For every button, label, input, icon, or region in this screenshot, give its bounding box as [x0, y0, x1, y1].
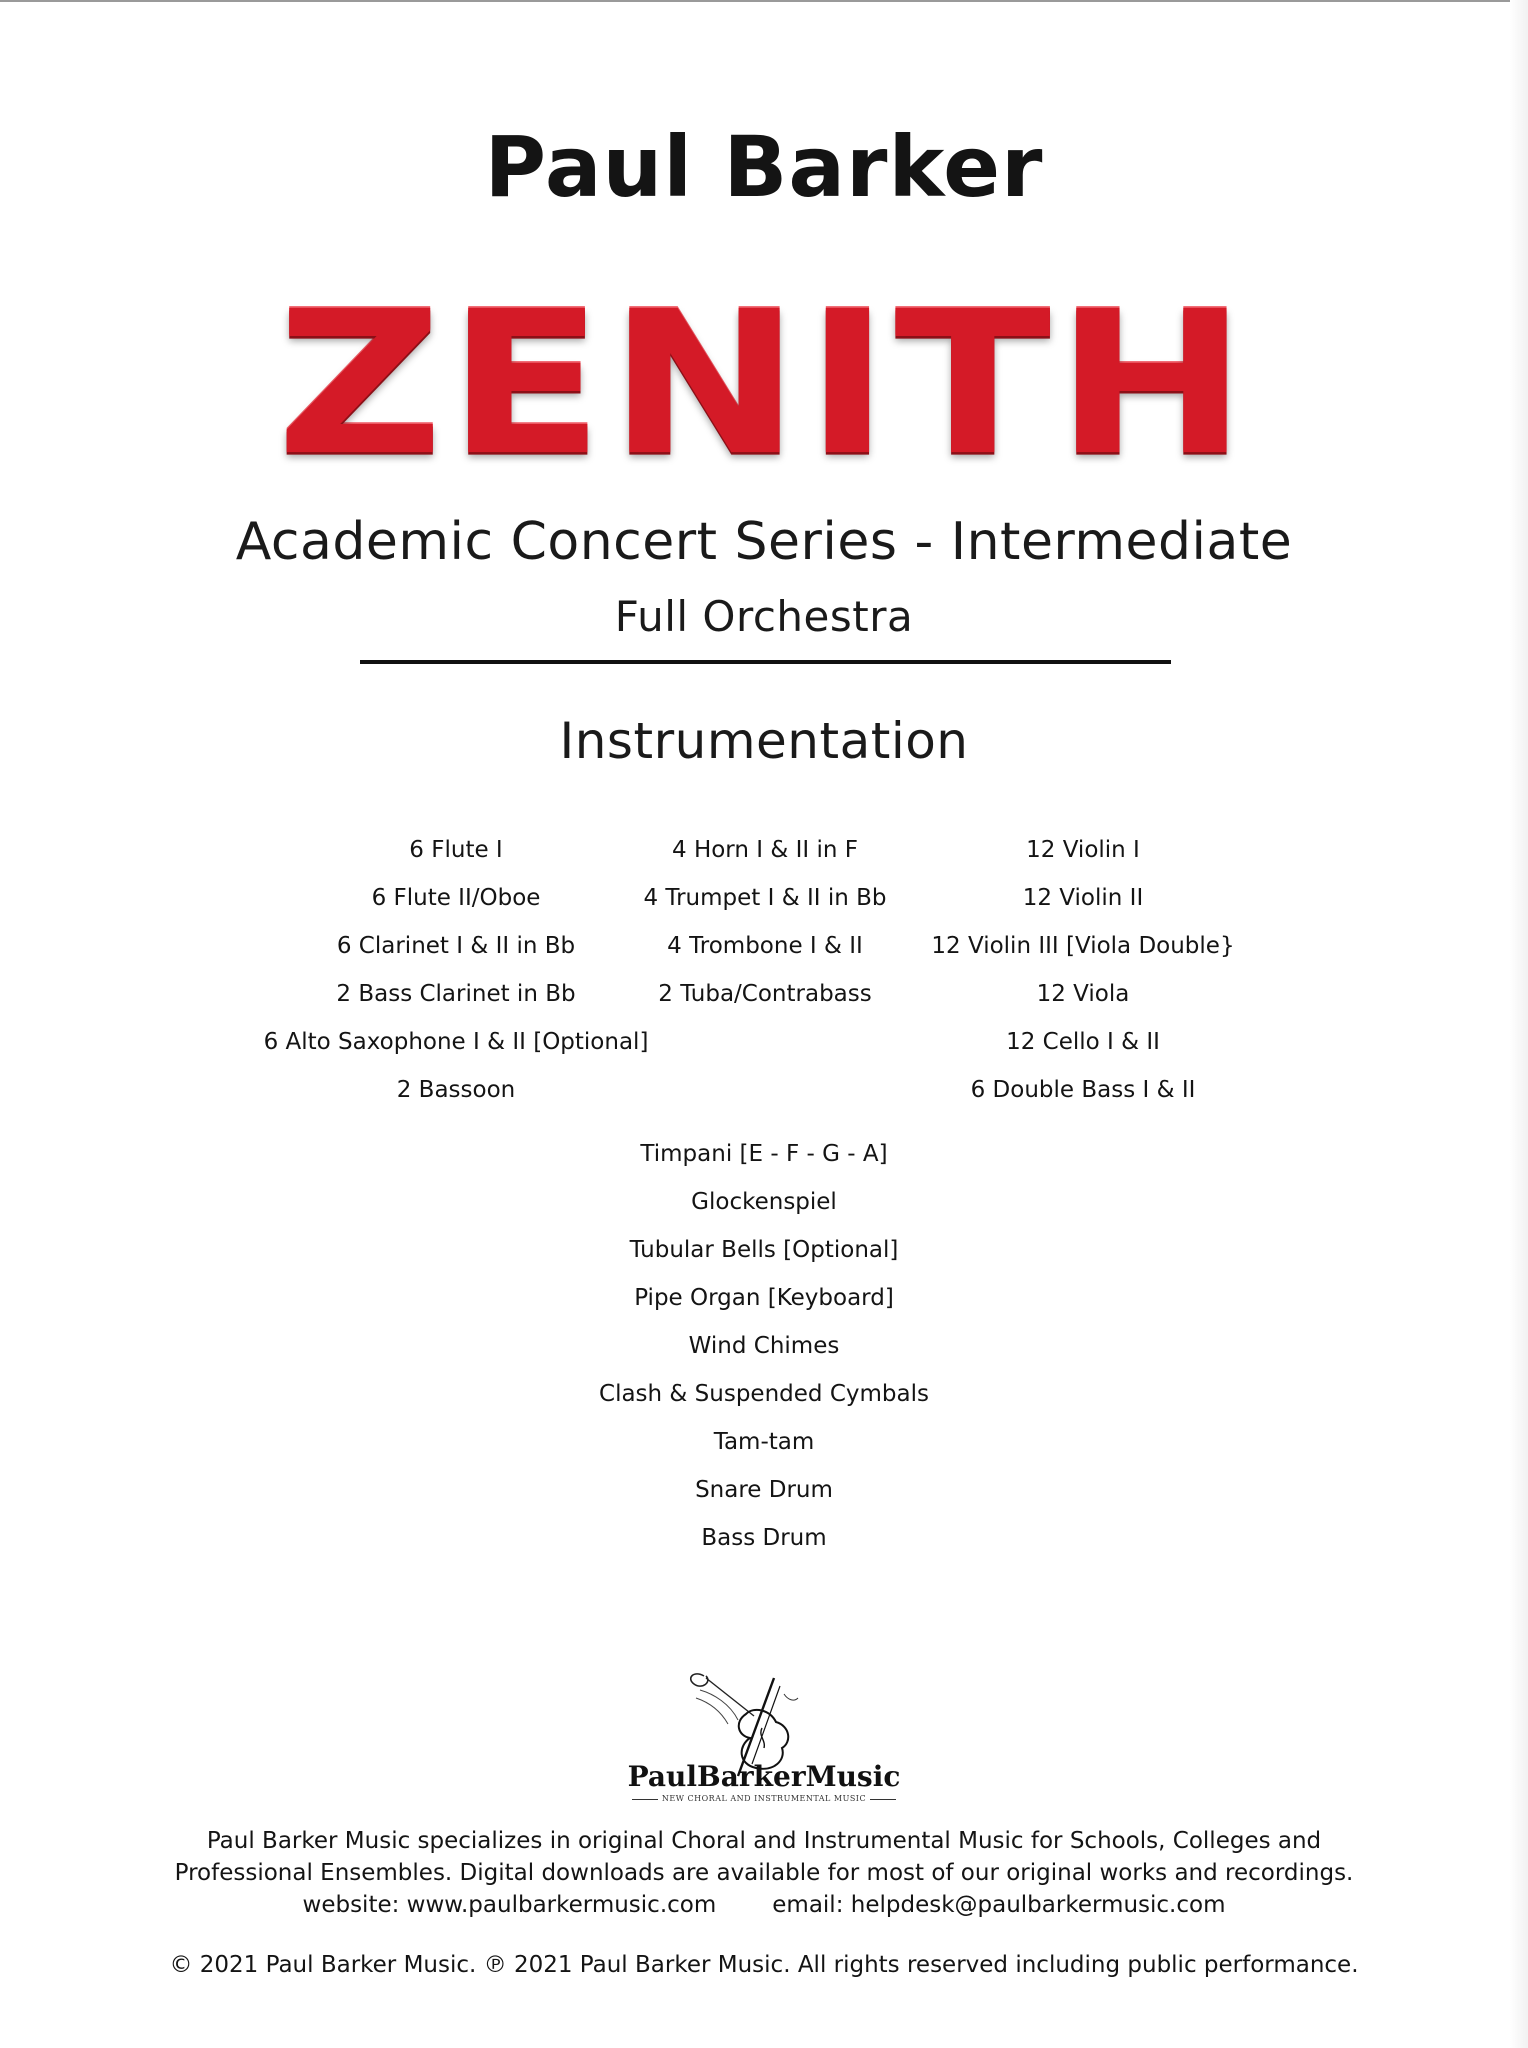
- instrument-item: Glockenspiel: [691, 1189, 837, 1215]
- composer-name: Paul Barker: [484, 118, 1044, 216]
- top-border: [0, 0, 1528, 2]
- footer-website: website: www.paulbarkermusic.com: [302, 1892, 717, 1918]
- instrument-item: 12 Violin III [Viola Double}: [931, 933, 1235, 959]
- instrument-item: Pipe Organ [Keyboard]: [634, 1285, 894, 1311]
- instrument-item: Bass Drum: [701, 1525, 827, 1551]
- series-subtitle: Academic Concert Series - Intermediate: [235, 512, 1293, 572]
- footer-copyright: © 2021 Paul Barker Music. ℗ 2021 Paul Barker Music. All rights reserved including public performance.: [169, 1952, 1359, 1978]
- instrument-item: 6 Double Bass I & II: [970, 1077, 1196, 1103]
- instrument-item: 4 Horn I & II in F: [672, 837, 858, 863]
- ensemble-subtitle: Full Orchestra: [614, 592, 914, 641]
- instrument-item: 6 Clarinet I & II in Bb: [336, 933, 576, 959]
- footer-email: email: helpdesk@paulbarkermusic.com: [772, 1892, 1226, 1918]
- logo-tagline-text: NEW CHORAL AND INSTRUMENTAL MUSIC: [661, 1794, 867, 1803]
- instrument-item: 12 Viola: [1036, 981, 1130, 1007]
- instrument-item: Snare Drum: [695, 1477, 833, 1503]
- instrument-item: 2 Tuba/Contrabass: [658, 981, 872, 1007]
- instrument-item: 2 Bassoon: [396, 1077, 516, 1103]
- percussion-column: [544, 1138, 984, 1570]
- title-divider: [360, 660, 1171, 664]
- instrument-item: 6 Flute II/Oboe: [371, 885, 541, 911]
- footer-description-line2: Professional Ensembles. Digital downloads are available for most of our original works and recordings.: [174, 1860, 1354, 1886]
- logo-name: PaulBarkerMusic: [627, 1760, 901, 1793]
- logo-tagline: [0, 1794, 1528, 1803]
- footer-contact: [0, 1892, 1528, 1918]
- instrument-item: Timpani [E - F - G - A]: [640, 1141, 888, 1167]
- instrument-item: Wind Chimes: [688, 1333, 840, 1359]
- instrument-item: 4 Trombone I & II: [667, 933, 863, 959]
- instrument-item: Tubular Bells [Optional]: [629, 1237, 899, 1263]
- instrumentation-heading: Instrumentation: [559, 712, 969, 770]
- instrument-item: 12 Cello I & II: [1006, 1029, 1160, 1055]
- instrument-item: 2 Bass Clarinet in Bb: [336, 981, 576, 1007]
- instrument-item: Tam-tam: [713, 1429, 815, 1455]
- instrument-item: Clash & Suspended Cymbals: [599, 1381, 929, 1407]
- footer-description-line1: Paul Barker Music specializes in original Choral and Instrumental Music for Schools, Colleges and: [206, 1828, 1322, 1854]
- instrument-item: 12 Violin I: [1026, 837, 1140, 863]
- instrument-item: 12 Violin II: [1022, 885, 1144, 911]
- strings-column: [863, 834, 1303, 1122]
- instrument-item: 6 Alto Saxophone I & II [Optional]: [263, 1029, 649, 1055]
- work-title: ZENITH: [276, 269, 1252, 500]
- instrument-item: 6 Flute I: [409, 837, 503, 863]
- instrument-item: 4 Trumpet I & II in Bb: [643, 885, 887, 911]
